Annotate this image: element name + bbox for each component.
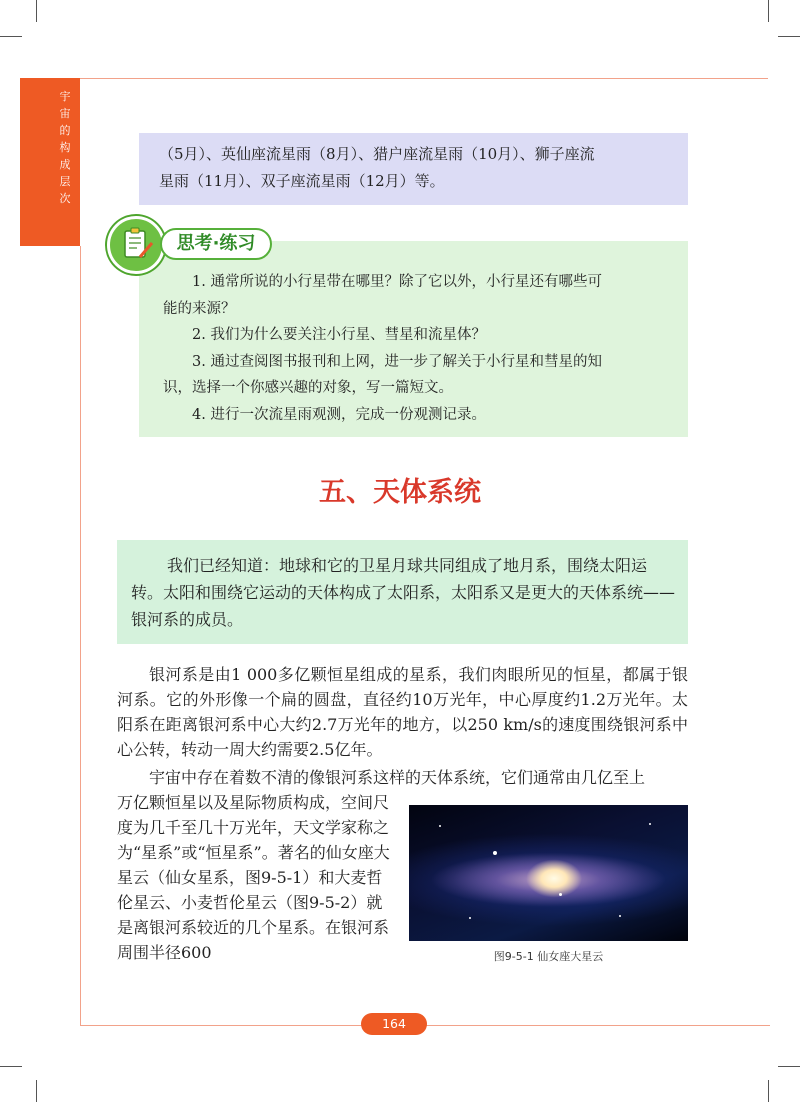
star	[649, 823, 651, 825]
andromeda-galaxy-image	[409, 805, 688, 941]
exercise-item: 1. 通常所说的小行星带在哪里？除了它以外，小行星还有哪些可	[192, 274, 602, 290]
chapter-side-title	[55, 88, 75, 207]
meteor-line: 星雨（11月）、双子座流星雨（12月）等。	[159, 172, 445, 190]
crop-mark	[768, 0, 769, 22]
think-practice-box	[139, 241, 688, 437]
meteor-shower-box	[139, 133, 688, 205]
crop-mark	[778, 36, 800, 37]
exercise-item: 4. 进行一次流星雨观测，完成一份观测记录。	[192, 406, 486, 423]
side-char: 宙	[59, 107, 71, 120]
crop-mark	[778, 1066, 800, 1067]
crop-mark	[36, 1080, 37, 1102]
margin-rule	[80, 246, 81, 1026]
exercise-item: 2. 我们为什么要关注小行星、彗星和流星体？	[192, 327, 486, 343]
side-char: 次	[59, 192, 71, 205]
crop-mark	[0, 1066, 22, 1067]
crop-mark	[0, 36, 22, 37]
exercise-item-cont: 能的来源？	[163, 300, 236, 317]
star	[559, 893, 562, 896]
body-paragraph-wrapped: 万亿颗恒星以及星际物质构成，空间尺度为几千至几十万光年，天文学家称之为“星系”或“恒星系”。著名的仙女座大星云（仙女星系，图9-5-1）和大麦哲伦星云、小麦哲伦星云（图9-5-2）就是离银河系较近的几个星系。在银河系周围半径600	[117, 793, 390, 962]
body-paragraph: 宇宙中存在着数不清的像银河系这样的天体系统，它们通常由几亿至上	[149, 768, 646, 787]
star	[619, 915, 621, 917]
header-rule	[20, 78, 768, 79]
crop-mark	[36, 0, 37, 22]
figure-caption: 图9-5-1 仙女座大星云	[493, 950, 604, 963]
side-char: 成	[59, 158, 71, 171]
meteor-line: （5月）、英仙座流星雨（8月）、猎户座流星雨（10月）、狮子座流	[159, 145, 595, 163]
exercise-item-cont: 识，选择一个你感兴趣的对象，写一篇短文。	[163, 380, 453, 396]
section-title: 五、天体系统	[319, 477, 481, 508]
star	[493, 851, 497, 855]
star	[439, 825, 441, 827]
body-paragraph: 银河系是由1 000多亿颗恒星组成的星系，我们肉眼所见的恒星，都属于银河系。它的外形像一个扁的圆盘，直径约10万光年，中心厚度约1.2万光年。太阳系在距离银河系中心大约2.7万光年的地方，以250 km/s的速度围绕银河系中心公转，转动一周大约需要2.5亿年。	[117, 665, 688, 759]
star	[469, 917, 471, 919]
page-number: 164	[361, 1013, 427, 1035]
side-char: 构	[59, 141, 71, 154]
side-char: 的	[59, 124, 71, 137]
side-char: 宇	[59, 90, 71, 103]
exercise-item: 3. 通过查阅图书报刊和上网，进一步了解关于小行星和彗星的知	[192, 353, 602, 370]
side-char: 层	[59, 175, 71, 188]
crop-mark	[768, 1080, 769, 1102]
intro-box: 我们已经知道：地球和它的卫星月球共同组成了地月系，围绕太阳运转。太阳和围绕它运动的天体构成了太阳系，太阳系又是更大的天体系统——银河系的成员。	[117, 540, 688, 644]
think-practice-label: 思考·练习	[160, 228, 272, 260]
clipboard-pencil-icon	[107, 216, 165, 274]
